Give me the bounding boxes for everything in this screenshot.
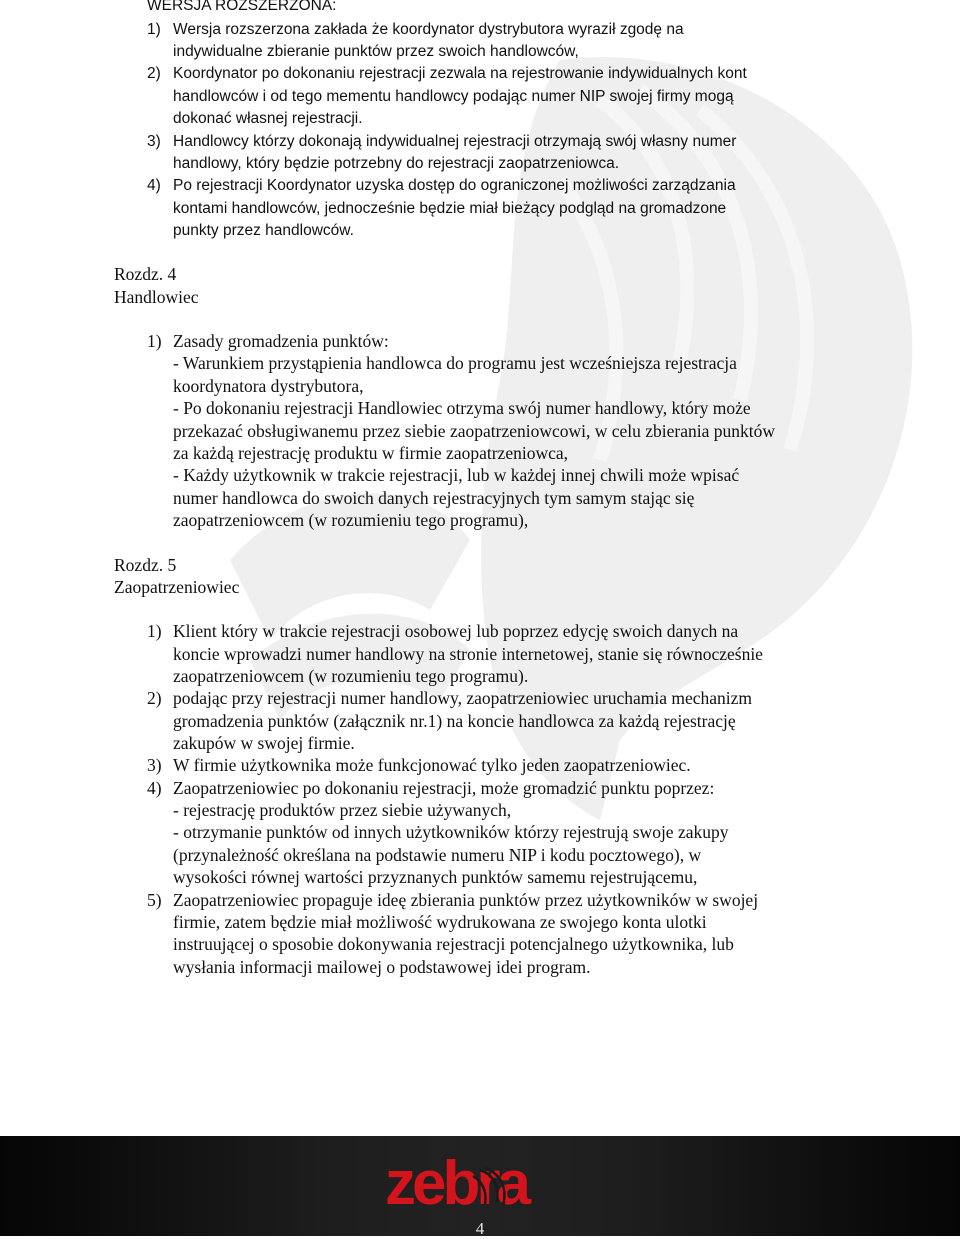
item-text-line: Klient który w trakcie rejestracji osobowej lub poprzez edycję swoich danych na xyxy=(173,621,739,641)
item-text-line: wysłania informacji mailowej o podstawowej idei program. xyxy=(173,957,591,977)
item-number: 3) xyxy=(147,755,162,775)
item-text-line: handlowy, który będzie potrzebny do rejestracji zaopatrzeniowca. xyxy=(173,155,620,172)
item-text-line: Koordynator po dokonaniu rejestracji zezwala na rejestrowanie indywidualnych kont xyxy=(173,65,747,82)
item-text-line: indywidualne zbieranie punktów przez swoich handlowców, xyxy=(173,43,579,60)
logo-text: zebra xyxy=(385,1150,527,1218)
item-text-line: Po rejestracji Koordynator uzyska dostęp do ograniczonej możliwości zarządzania xyxy=(173,177,736,194)
item-number: 1) xyxy=(147,21,161,38)
item-text-line: wysokości równej wartości przyznanych punktów samemu rejestrującemu, xyxy=(173,867,698,887)
item-number: 3) xyxy=(147,133,161,150)
chapter-title: Handlowiec xyxy=(114,287,199,307)
item-text-line: Zasady gromadzenia punktów: xyxy=(173,331,389,351)
item-text-line: Wersja rozszerzona zakłada że koordynator dystrybutora wyraził zgodę na xyxy=(173,21,684,38)
item-text-line: zaopatrzeniowcem (w rozumieniu tego programu), xyxy=(173,510,529,530)
chapter-number: Rozdz. 5 xyxy=(114,555,177,575)
item-text-line: (przynależność określana na podstawie numeru NIP i kodu pocztowego), w xyxy=(173,845,702,865)
chapter-title: Zaopatrzeniowiec xyxy=(114,577,240,597)
item-text-line: podając przy rejestracji numer handlowy, zaopatrzeniowiec uruchamia mechanizm xyxy=(173,688,753,708)
item-number: 1) xyxy=(147,621,162,641)
item-text-line: Handlowcy którzy dokonają indywidualnej rejestracji otrzymają swój własny numer xyxy=(173,133,737,150)
item-text-line: - Każdy użytkownik w trakcie rejestracji, lub w każdej innej chwili może wpisać xyxy=(173,465,740,485)
item-number: 2) xyxy=(147,688,162,708)
item-text-line: zaopatrzeniowcem (w rozumieniu tego programu). xyxy=(173,666,529,686)
item-text-line: instruującej o sposobie dokonywania rejestracji potencjalnego użytkownika, lub xyxy=(173,934,734,954)
item-text-line: koordynatora dystrybutora, xyxy=(173,376,364,396)
item-text-line: W firmie użytkownika może funkcjonować tylko jeden zaopatrzeniowiec. xyxy=(173,755,691,775)
page-number: 4 xyxy=(475,1219,485,1238)
chapter-number: Rozdz. 4 xyxy=(114,264,177,284)
item-text-line: gromadzenia punktów (załącznik nr.1) na koncie handlowca za każdą rejestrację xyxy=(173,711,736,731)
item-text-line: - Po dokonaniu rejestracji Handlowiec otrzyma swój numer handlowy, który może xyxy=(173,398,751,418)
item-number: 4) xyxy=(147,177,161,194)
item-text-line: dokonać własnej rejestracji. xyxy=(173,110,363,127)
item-text-line: - Warunkiem przystąpienia handlowca do programu jest wcześniejsza rejestracja xyxy=(173,353,737,373)
item-text-line: firmie, zatem będzie miał możliwość wydrukowana ze swojego konta ulotki xyxy=(173,912,707,932)
section-heading: WERSJA ROZSZERZONA: xyxy=(147,0,337,14)
item-number: 4) xyxy=(147,778,162,798)
item-text-line: handlowców i od tego mementu handlowcy podając numer NIP swojej firmy mogą xyxy=(173,88,734,105)
item-text-line: koncie wprowadzi numer handlowy na stronie internetowej, stanie się równocześnie xyxy=(173,644,763,664)
item-text-line: przekazać obsługiwanemu przez siebie zaopatrzeniowcowi, w celu zbierania punktów xyxy=(173,421,776,441)
item-text-line: punkty przez handlowców. xyxy=(173,222,354,239)
item-text-line: za każdą rejestrację produktu w firmie zaopatrzeniowca, xyxy=(173,443,568,463)
item-text-line: - otrzymanie punktów od innych użytkowników którzy rejestrują swoje zakupy xyxy=(173,822,729,842)
item-number: 5) xyxy=(147,890,162,910)
zebra-logo-icon xyxy=(385,1150,575,1220)
item-text-line: zakupów w swojej firmie. xyxy=(173,733,355,753)
item-text-line: kontami handlowców, jednocześnie będzie miał bieżący podgląd na gromadzone xyxy=(173,200,727,217)
item-text-line: numer handlowca do swoich danych rejestracyjnych tym samym stając się xyxy=(173,488,695,508)
item-text-line: Zaopatrzeniowiec po dokonaniu rejestracji, może gromadzić punktu poprzez: xyxy=(173,778,715,798)
item-text-line: Zaopatrzeniowiec propaguje ideę zbierania punktów przez użytkowników w swojej xyxy=(173,890,759,910)
item-number: 1) xyxy=(147,331,162,351)
item-text-line: - rejestrację produktów przez siebie używanych, xyxy=(173,800,512,820)
item-number: 2) xyxy=(147,65,161,82)
